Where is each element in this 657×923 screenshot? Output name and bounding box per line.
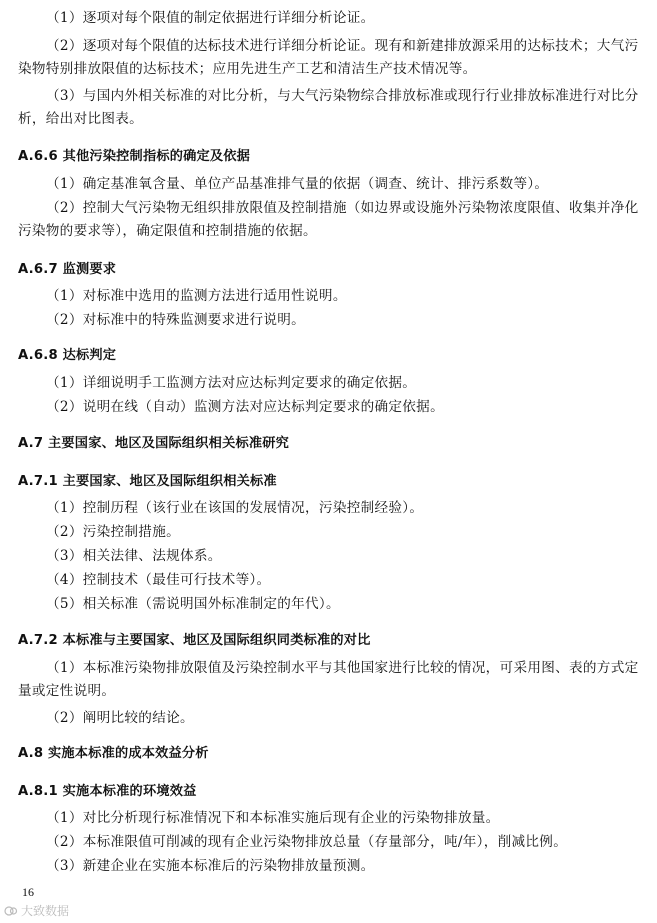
watermark bbox=[4, 902, 69, 919]
paragraph: （1）对比分析现行标准情况下和本标准实施后现有企业的污染物排放量。 bbox=[46, 810, 500, 826]
page-number: 16 bbox=[22, 885, 34, 899]
section-heading: A.6.6 其他污染控制指标的确定及依据 bbox=[18, 149, 251, 164]
section-heading: A.7.1 主要国家、地区及国际组织相关标准 bbox=[18, 474, 277, 489]
paragraph: （1）详细说明手工监测方法对应达标判定要求的确定依据。 bbox=[46, 375, 417, 391]
section-heading: A.6.7 监测要求 bbox=[18, 262, 117, 277]
paragraph: （2）逐项对每个限值的达标技术进行详细分析论证。现有和新建排放源采用的达标技术；大气污染物特别排放限值的达标技术；应用先进生产工艺和清洁生产技术情况等。 bbox=[18, 38, 639, 77]
paragraph: （1）确定基准氧含量、单位产品基准排气量的依据（调查、统计、排污系数等）。 bbox=[46, 176, 549, 192]
paragraph: （2）说明在线（自动）监测方法对应达标判定要求的确定依据。 bbox=[46, 399, 444, 415]
paragraph: （5）相关标准（需说明国外标准制定的年代）。 bbox=[46, 596, 340, 612]
paragraph: （3）相关法律、法规体系。 bbox=[46, 548, 222, 564]
section-heading: A.8.1 实施本标准的环境效益 bbox=[18, 784, 197, 799]
paragraph: （1）逐项对每个限值的制定依据进行详细分析论证。 bbox=[46, 10, 375, 26]
section-heading: A.8 实施本标准的成本效益分析 bbox=[18, 746, 209, 761]
section-heading: A.7 主要国家、地区及国际组织相关标准研究 bbox=[18, 436, 290, 451]
paragraph: （2）污染控制措施。 bbox=[46, 524, 180, 540]
paragraph: （1）本标准污染物排放限值及污染控制水平与其他国家进行比较的情况，可采用图、表的方式定量或定性说明。 bbox=[18, 660, 639, 699]
paragraph: （2）阐明比较的结论。 bbox=[46, 710, 194, 726]
paragraph: （1）控制历程（该行业在该国的发展情况，污染控制经验）。 bbox=[46, 500, 424, 516]
paragraph: （2）对标准中的特殊监测要求进行说明。 bbox=[46, 312, 306, 328]
watermark-text: 大致数据 bbox=[21, 904, 70, 918]
section-heading: A.7.2 本标准与主要国家、地区及国际组织同类标准的对比 bbox=[18, 633, 371, 648]
paragraph: （1）对标准中选用的监测方法进行适用性说明。 bbox=[46, 288, 347, 304]
logo-icon bbox=[4, 905, 18, 917]
section-heading: A.6.8 达标判定 bbox=[18, 348, 117, 363]
paragraph: （4）控制技术（最佳可行技术等）。 bbox=[46, 572, 271, 588]
paragraph: （3）与国内外相关标准的对比分析，与大气污染物综合排放标准或现行行业排放标准进行对比分析，给出对比图表。 bbox=[18, 88, 639, 127]
paragraph: （2）控制大气污染物无组织排放限值及控制措施（如边界或设施外污染物浓度限值、收集并净化污染物的要求等），确定限值和控制措施的依据。 bbox=[18, 200, 639, 239]
paragraph: （3）新建企业在实施本标准后的污染物排放量预测。 bbox=[46, 858, 375, 874]
paragraph: （2）本标准限值可削减的现有企业污染物排放总量（存量部分，吨/年），削减比例。 bbox=[46, 834, 568, 850]
